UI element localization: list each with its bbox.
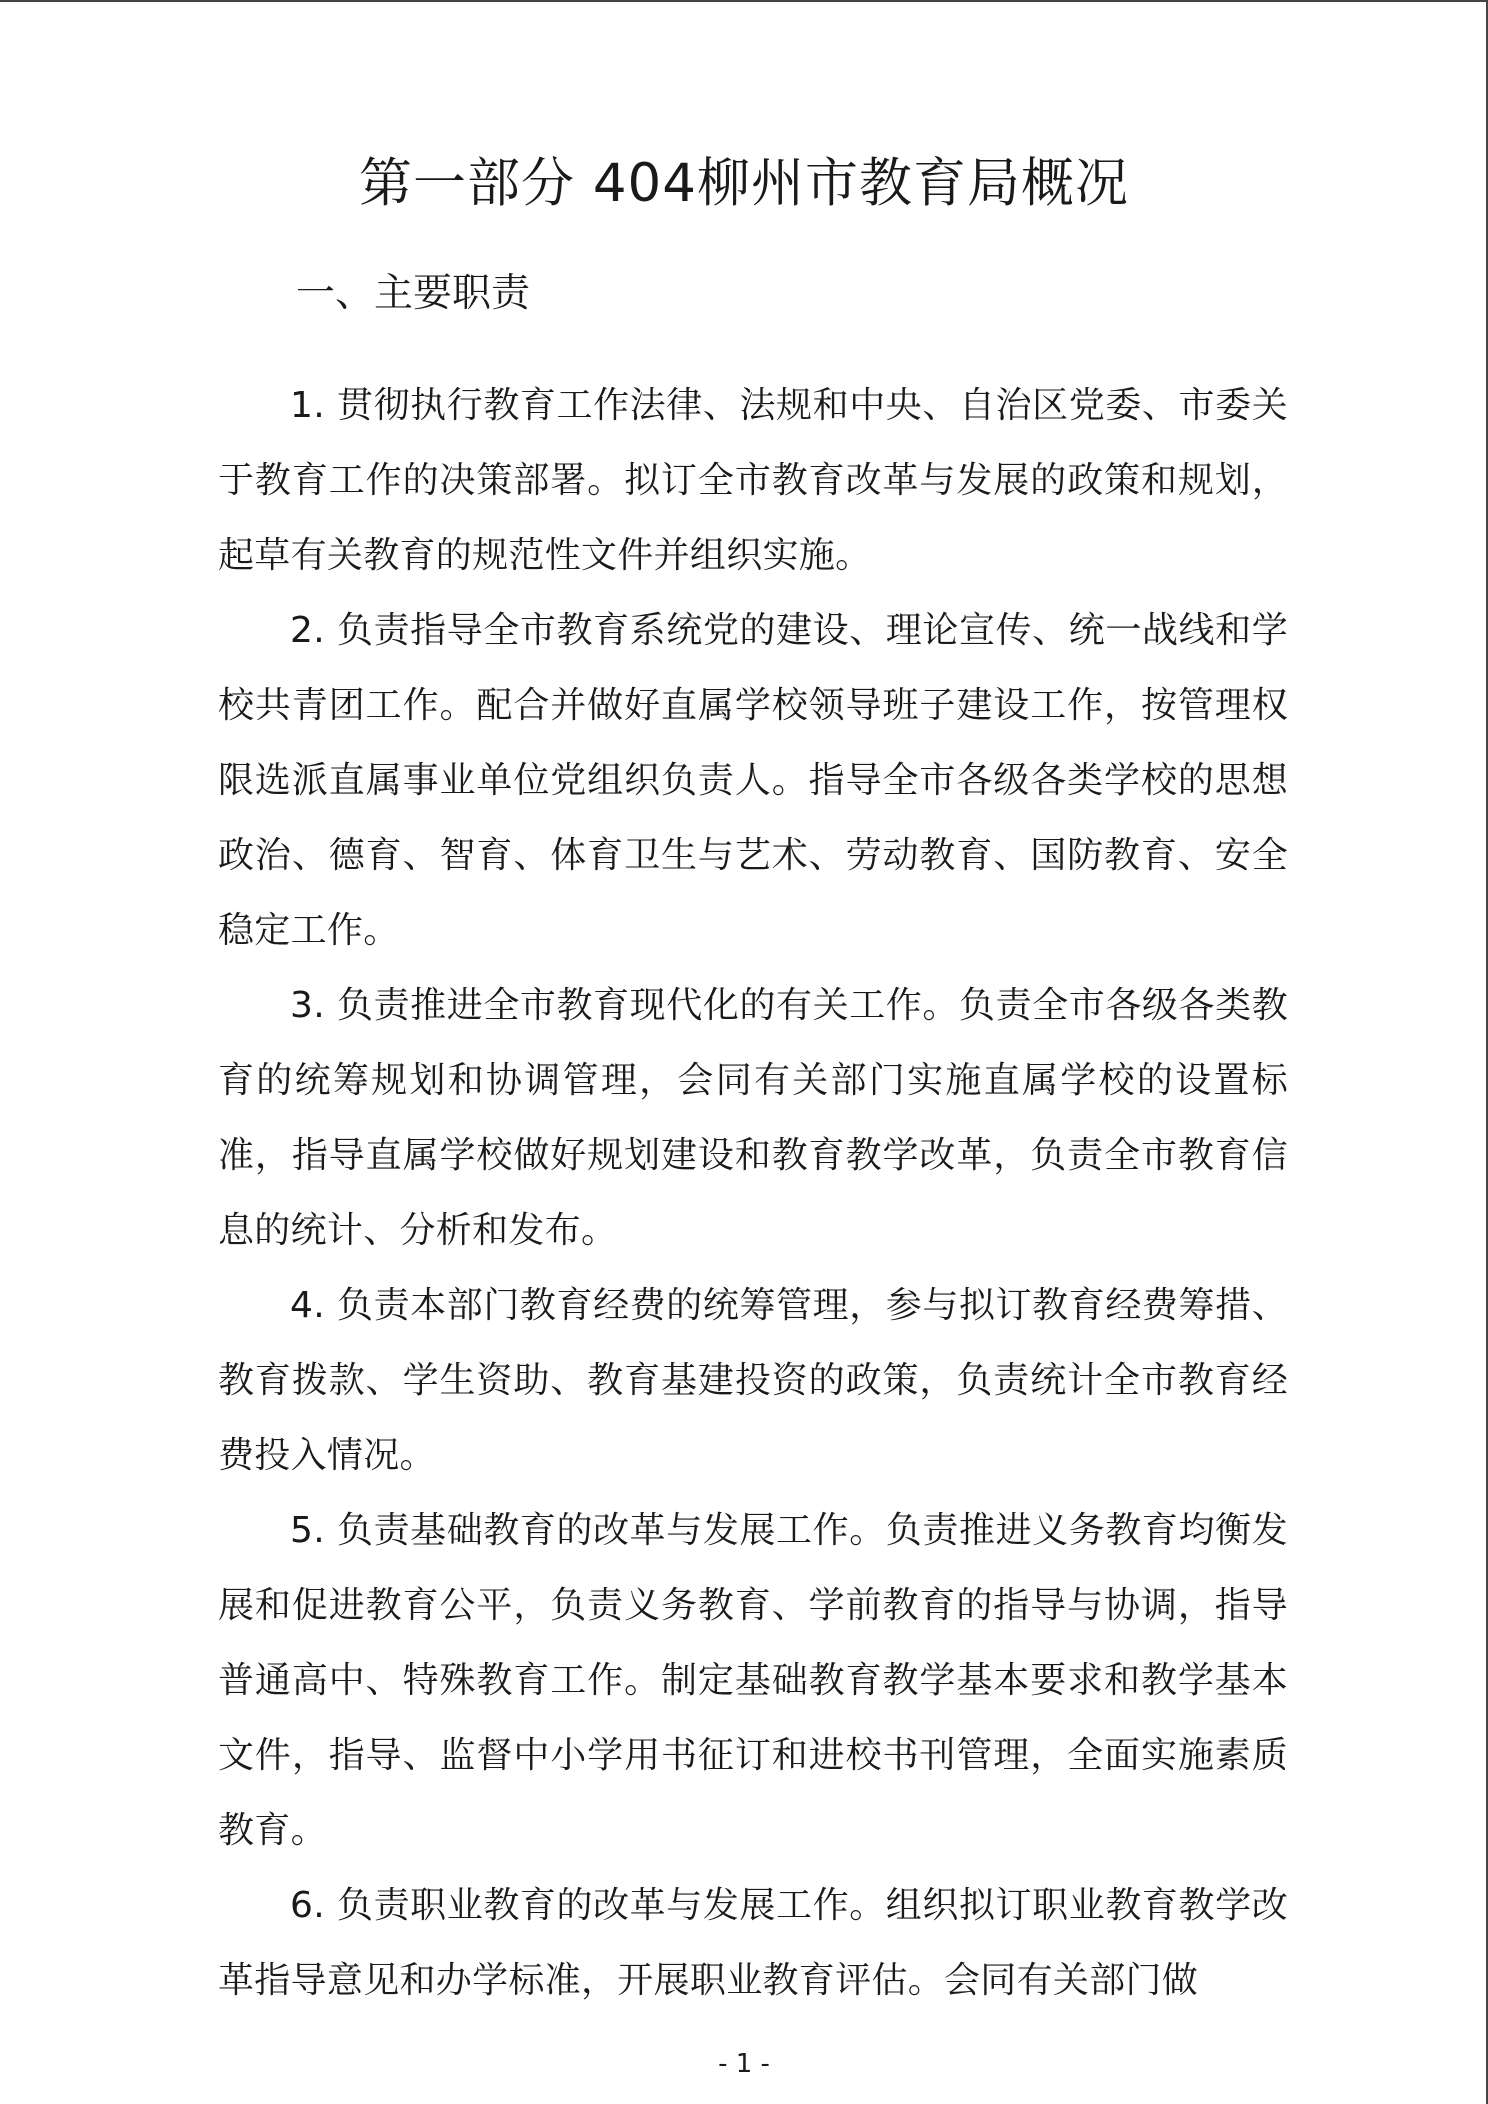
paragraph-6: 6. 负责职业教育的改革与发展工作。组织拟订职业教育教学改革指导意见和办学标准，开展职业教育评估。会同有关部门做 [218, 1885, 1288, 2001]
paragraph-3: 3. 负责推进全市教育现代化的有关工作。负责全市各级各类教育的统筹规划和协调管理，会同有关部门实施直属学校的设置标准，指导直属学校做好规划建设和教育教学改革，负责全市教育信息的统计、分析和发布。 [218, 985, 1288, 1251]
document-title: 第一部分 404柳州市教育局概况 [358, 153, 1129, 214]
page-number: - 1 - [718, 2049, 770, 2079]
paragraph-2: 2. 负责指导全市教育系统党的建设、理论宣传、统一战线和学校共青团工作。配合并做好直属学校领导班子建设工作，按管理权限选派直属事业单位党组织负责人。指导全市各级各类学校的思想政治、德育、智育、体育卫生与艺术、劳动教育、国防教育、安全稳定工作。 [218, 610, 1288, 951]
section-heading: 一、主要职责 [296, 271, 531, 316]
paragraph-4: 4. 负责本部门教育经费的统筹管理，参与拟订教育经费筹措、教育拨款、学生资助、教育基建投资的政策，负责统计全市教育经费投入情况。 [218, 1285, 1288, 1476]
paragraph-1: 1. 贯彻执行教育工作法律、法规和中央、自治区党委、市委关于教育工作的决策部署。拟订全市教育改革与发展的政策和规划，起草有关教育的规范性文件并组织实施。 [218, 385, 1288, 576]
document-body [218, 368, 1288, 2018]
paragraph-5: 5. 负责基础教育的改革与发展工作。负责推进义务教育均衡发展和促进教育公平，负责义务教育、学前教育的指导与协调，指导普通高中、特殊教育工作。制定基础教育教学基本要求和教学基本文件，指导、监督中小学用书征订和进校书刊管理，全面实施素质教育。 [218, 1510, 1288, 1851]
